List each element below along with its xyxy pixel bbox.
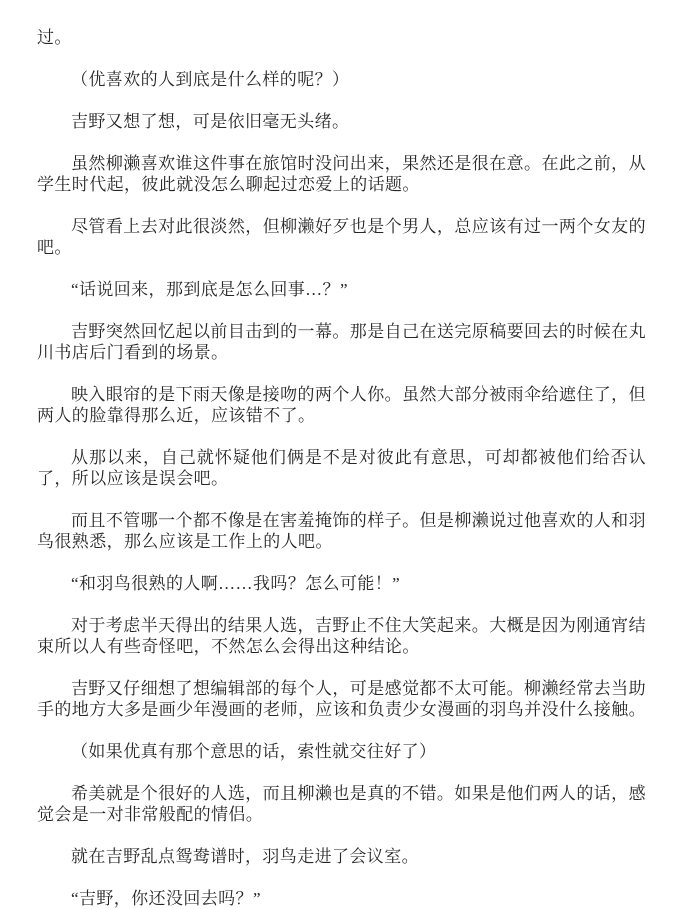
paragraph: 映入眼帘的是下雨天像是接吻的两个人你。虽然大部分被雨伞给遮住了，但两人的脸靠得那么近，应该错不了。: [37, 385, 646, 425]
paragraph: 吉野又想了想，可是依旧毫无头绪。: [71, 112, 350, 131]
paragraph: 而且不管哪一个都不像是在害羞掩饰的样子。但是柳濑说过他喜欢的人和羽鸟很熟悉，那么应该是工作上的人吧。: [37, 511, 646, 551]
paragraph: 从那以来，自己就怀疑他们俩是不是对彼此有意思，可却都被他们给否认了，所以应该是误会吧。: [37, 448, 646, 488]
paragraph: （如果优真有那个意思的话，索性就交往好了）: [71, 742, 437, 761]
paragraph: 尽管看上去对此很淡然，但柳濑好歹也是个男人，总应该有过一两个女友的吧。: [37, 217, 646, 257]
paragraph: 希美就是个很好的人选，而且柳濑也是真的不错。如果是他们两人的话，感觉会是一对非常般配的情侣。: [37, 784, 646, 824]
paragraph: 过。: [37, 28, 72, 47]
paragraph: “和羽鸟很熟的人啊……我吗？怎么可能！”: [71, 574, 401, 593]
paragraph: 对于考虑半天得出的结果人选，吉野止不住大笑起来。大概是因为刚通宵结束所以人有些奇怪吧，不然怎么会得出这种结论。: [37, 616, 646, 656]
paragraph: “话说回来，那到底是怎么回事…？”: [71, 280, 348, 299]
paragraph: 虽然柳濑喜欢谁这件事在旅馆时没问出来，果然还是很在意。在此之前，从学生时代起，彼此就没怎么聊起过恋爱上的话题。: [37, 154, 646, 194]
paragraph: （优喜欢的人到底是什么样的呢？）: [71, 70, 350, 89]
paragraph: 就在吉野乱点鸳鸯谱时，羽鸟走进了会议室。: [71, 847, 419, 866]
paragraph: 吉野又仔细想了想编辑部的每个人，可是感觉都不太可能。柳濑经常去当助手的地方大多是画少年漫画的老师，应该和负责少女漫画的羽鸟并没什么接触。: [37, 679, 646, 719]
paragraph: “吉野，你还没回去吗？”: [71, 889, 261, 908]
paragraph: 吉野突然回忆起以前目击到的一幕。那是自己在送完原稿要回去的时候在丸川书店后门看到的场景。: [37, 322, 646, 362]
text-content: [37, 27, 646, 909]
